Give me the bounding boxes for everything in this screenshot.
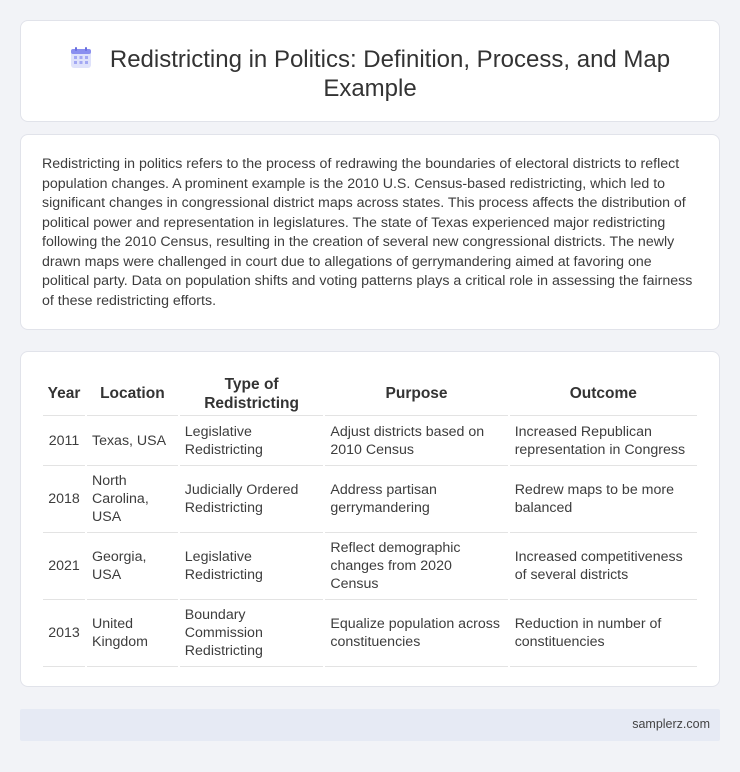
cell-location: North Carolina, USA <box>87 466 178 533</box>
table-row <box>43 533 697 600</box>
cell-outcome: Reduction in number of constituencies <box>510 600 697 667</box>
title-card <box>20 20 720 122</box>
cell-outcome: Increased competitiveness of several districts <box>510 533 697 600</box>
cell-purpose: Address partisan gerrymandering <box>325 466 507 533</box>
header-outcome: Outcome <box>510 372 697 416</box>
header-location: Location <box>87 372 178 416</box>
cell-year: 2021 <box>43 533 85 600</box>
page-title-text: Redistricting in Politics: Definition, Process, and Map Example <box>109 46 671 102</box>
calendar-icon <box>70 47 92 69</box>
table-row <box>43 416 697 466</box>
header-year: Year <box>43 372 85 416</box>
cell-location: United Kingdom <box>87 600 178 667</box>
cell-year: 2011 <box>43 416 85 466</box>
cell-type: Judicially Ordered Redistricting <box>180 466 324 533</box>
cell-location: Georgia, USA <box>87 533 178 600</box>
description-card <box>20 134 720 330</box>
header-purpose: Purpose <box>325 372 507 416</box>
header-type: Type of Redistricting <box>180 372 324 416</box>
cell-type: Legislative Redistricting <box>180 533 324 600</box>
redistricting-table <box>41 372 699 667</box>
description-text: Redistricting in politics refers to the process of redrawing the boundaries of electoral districts to reflect population changes. A prominent example is the 2010 U.S. Census-based redistricting, which led to significant changes in congressional district maps across states. This process affects the distribution of political power and representation in legislatures. The state of Texas experienced major redistricting following the 2010 Census, resulting in the creation of several new congressional districts. The newly drawn maps were challenged in court due to allegations of gerrymandering aimed at favoring one political party. Data on population shifts and voting patterns plays a critical role in assessing the fairness of these redistricting efforts. <box>42 156 693 309</box>
table-row <box>43 600 697 667</box>
footer-source: samplerz.com <box>632 717 710 731</box>
cell-type: Legislative Redistricting <box>180 416 324 466</box>
table-header-row <box>43 372 697 416</box>
cell-year: 2013 <box>43 600 85 667</box>
cell-year: 2018 <box>43 466 85 533</box>
cell-location: Texas, USA <box>87 416 178 466</box>
page-title <box>61 45 679 103</box>
cell-type: Boundary Commission Redistricting <box>180 600 324 667</box>
footer-bar <box>20 709 720 741</box>
cell-purpose: Reflect demographic changes from 2020 Census <box>325 533 507 600</box>
cell-purpose: Equalize population across constituencies <box>325 600 507 667</box>
table-row <box>43 466 697 533</box>
cell-purpose: Adjust districts based on 2010 Census <box>325 416 507 466</box>
table-card <box>20 351 720 687</box>
cell-outcome: Increased Republican representation in Congress <box>510 416 697 466</box>
cell-outcome: Redrew maps to be more balanced <box>510 466 697 533</box>
